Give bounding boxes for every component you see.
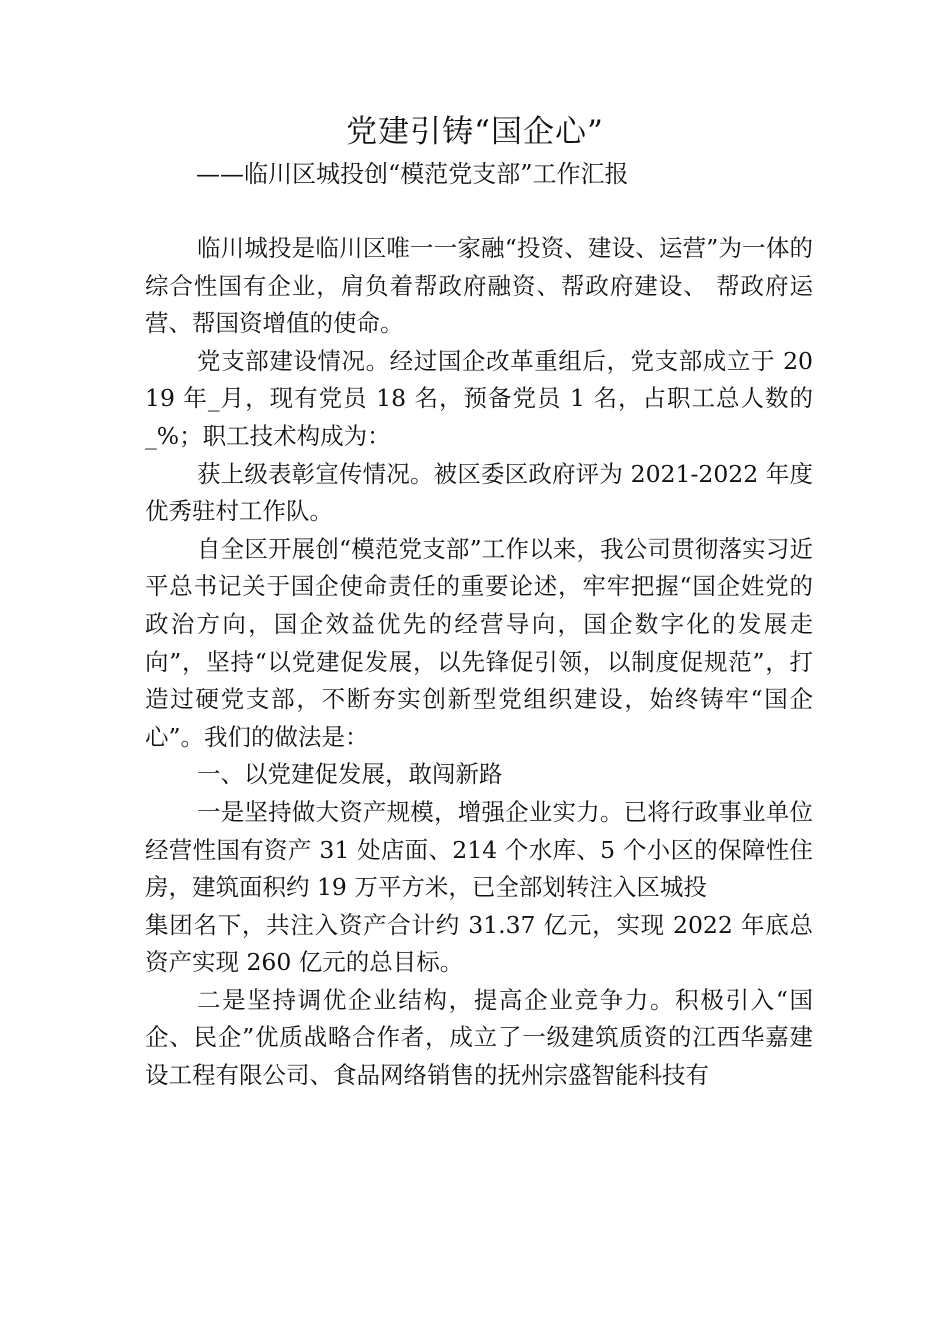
document-body: [145, 230, 813, 1095]
document-subtitle: ——临川区城投创“模范党支部”工作汇报: [196, 160, 629, 188]
paragraph-party-branch: 党支部建设情况。经过国企改革重组后，党支部成立于 2019 年_月，现有党员 18 名，预备党员 1 名，占职工总人数的_%；职工技术构成为：: [145, 346, 813, 450]
paragraph-structure: 二是坚持调优企业结构，提高企业竞争力。积极引入“国企、民企”优质战略合作者，成立了一级建筑质资的江西华嘉建设工程有限公司、食品网络销售的抚州宗盛智能科技有: [145, 985, 813, 1090]
paragraph-asset-total: 集团名下，共注入资产合计约 31.37 亿元，实现 2022 年底总资产实现 260 亿元的总目标。: [145, 910, 813, 977]
paragraph-asset-scale: 一是坚持做大资产规模，增强企业实力。已将行政事业单位经营性国有资产 31 处店面、214 个水库、5 个小区的保障性住房，建筑面积约 19 万平方米，已全部划转注入区城投: [145, 797, 813, 902]
paragraph-commendation: 获上级表彰宣传情况。被区委区政府评为 2021-2022 年度优秀驻村工作队。: [145, 459, 813, 526]
document-title: 党建引铸“国企心”: [346, 114, 604, 150]
section-heading-1: 一、以党建促发展，敢闯新路: [197, 760, 503, 789]
paragraph-overview: 自全区开展创“模范党支部”工作以来，我公司贯彻落实习近平总书记关于国企使命责任的重要论述，牢牢把握“国企姓党的政治方向，国企效益优先的经营导向，国企数字化的发展走向”，坚持“以党建促发展，以先锋促引领，以制度促规范”，打造过硬党支部，不断夯实创新型党组织建设，始终铸牢“国企心”。我们的做法是：: [145, 534, 813, 751]
paragraph-intro: 临川城投是临川区唯一一家融“投资、建设、运营”为一体的综合性国有企业，肩负着帮政府融资、帮政府建设、 帮政府运营、帮国资增值的使命。: [145, 234, 813, 338]
